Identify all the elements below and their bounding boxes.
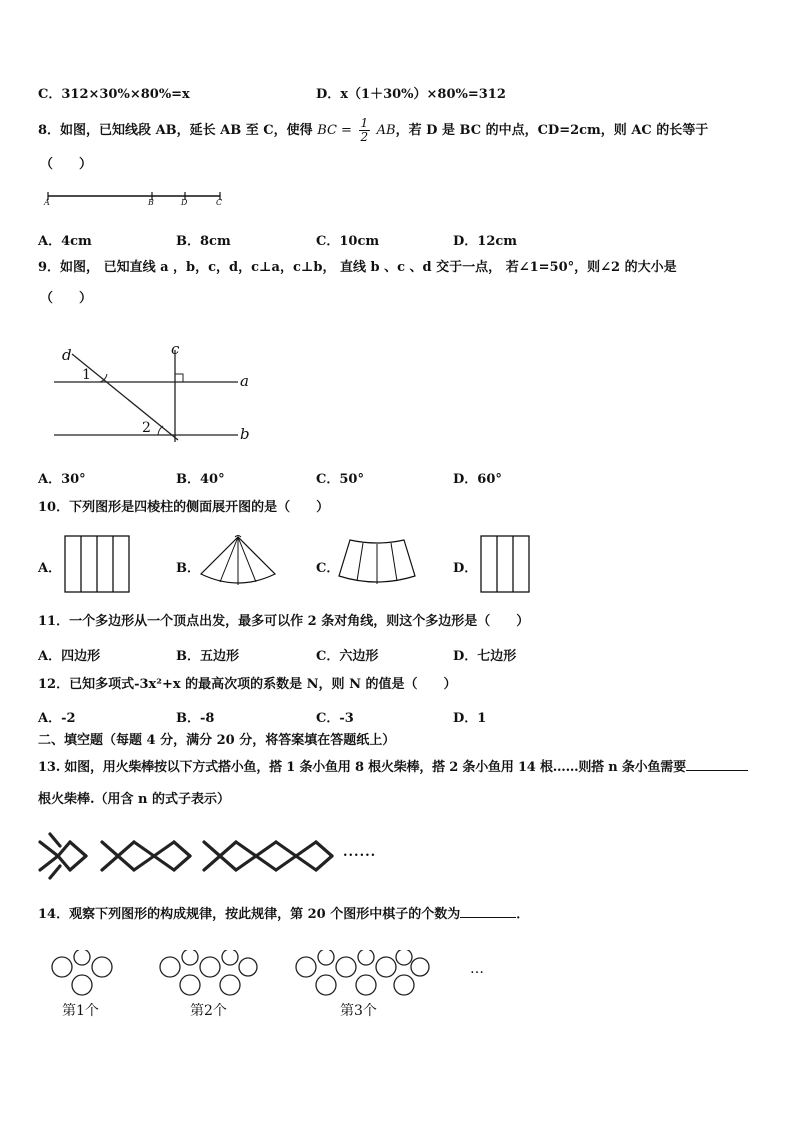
option-text: 七边形: [477, 649, 517, 664]
q8-paren: （ ）: [40, 157, 93, 172]
q10-option-c-figure: [336, 536, 418, 586]
q8-option-b: [176, 230, 231, 249]
q13-fish-figure: [38, 826, 338, 884]
option-label: D．: [453, 649, 478, 664]
q9-option-b: [176, 468, 225, 487]
option-label: B．: [176, 649, 200, 664]
option-text: 60°: [477, 472, 502, 487]
option-text: 四边形: [61, 649, 101, 664]
option-text: 30°: [61, 472, 86, 487]
option-text: -8: [200, 711, 215, 726]
q10-option-b-figure: [198, 534, 278, 588]
option-text: 12cm: [477, 234, 518, 249]
q9-angle-2-label: 2: [142, 420, 151, 436]
q8-formula-lhs: BC =: [317, 123, 352, 138]
option-text: -3: [339, 711, 354, 726]
option-text: -2: [61, 711, 76, 726]
q14-caption-1: 第1个: [62, 1003, 99, 1019]
option-label: B．: [176, 711, 200, 726]
q9-label-a: a: [240, 372, 249, 390]
option-label: C．: [316, 234, 340, 249]
q7-option-d-text: x（1＋30%）×80%=312: [340, 87, 506, 102]
q11-option-c: [316, 645, 378, 664]
q10-option-b-label: B．: [176, 561, 200, 576]
option-label: B．: [176, 234, 200, 249]
q14-ellipsis: …: [470, 961, 484, 977]
option-text: 50°: [339, 472, 364, 487]
option-label: A．: [38, 649, 62, 664]
q8-stem-part-b: ，若 D 是 BC 的中点，CD=2cm，则 AC 的长等于: [395, 123, 709, 138]
q13-dots: ......: [343, 845, 377, 860]
q8-point-c: C: [216, 198, 223, 207]
q14-stem-part-a: 14．观察下列图形的构成规律，按此规律，第 20 个图形中棋子的个数为: [38, 907, 461, 922]
q12-option-a: [38, 707, 76, 726]
q9-option-a: [38, 468, 86, 487]
q8-point-d: D: [181, 198, 188, 207]
q9-lines-figure: [50, 340, 260, 450]
q8-formula-fraction: [359, 117, 371, 144]
q8-option-a: [38, 230, 92, 249]
option-text: 8cm: [200, 234, 231, 249]
q8-fraction-numerator: 1: [360, 116, 369, 130]
q9-angle-1-label: 1: [82, 367, 91, 383]
q14-pattern-1: [50, 950, 114, 998]
q10-option-c-label: C．: [316, 561, 340, 576]
q8-fraction-denominator: 2: [360, 130, 369, 144]
q10-option-d-figure: [480, 535, 532, 595]
q9-option-c: [316, 468, 364, 487]
q10-option-a-figure: [64, 535, 132, 595]
q7-option-c: [38, 83, 190, 102]
option-text: 六边形: [339, 649, 379, 664]
q8-point-b: B: [148, 198, 154, 207]
q9-stem: 9．如图， 已知直线 a ，b，c，d，c⊥a，c⊥b， 直线 b 、c 、d 交于一点， 若∠1=50°，则∠2 的大小是: [38, 260, 677, 275]
option-label: D．: [453, 472, 478, 487]
q13-stem-part-a: 13. 如图，用火柴棒按以下方式搭小鱼，搭 1 条小鱼用 8 根火柴棒，搭 2 条小鱼用 14 根……则搭 n 条小鱼需要: [38, 760, 686, 775]
q13-stem-line1: [38, 758, 748, 777]
q9-label-c: c: [171, 340, 180, 358]
option-label: D．: [453, 234, 478, 249]
q9-label-d: d: [62, 346, 72, 364]
q14-pattern-2: [158, 950, 258, 998]
q9-option-d: [453, 468, 502, 487]
q11-stem: 11．一个多边形从一个顶点出发，最多可以作 2 条对角线，则这个多边形是（ ）: [38, 614, 530, 629]
option-text: 40°: [200, 472, 225, 487]
option-label: B．: [176, 472, 200, 487]
q7-option-c-label: C．: [38, 87, 62, 102]
option-label: C．: [316, 711, 340, 726]
option-text: 10cm: [339, 234, 380, 249]
q8-stem: [38, 117, 708, 144]
section-2-heading: 二、填空题（每题 4 分，满分 20 分，将答案填在答题纸上）: [38, 733, 396, 748]
q14-stem-part-b: ．: [516, 907, 530, 922]
option-text: 1: [477, 711, 487, 726]
q8-segment-figure: [44, 188, 234, 212]
q14-caption-2: 第2个: [190, 1003, 227, 1019]
q11-option-a: [38, 645, 100, 664]
q8-point-a: A: [44, 198, 50, 207]
q14-pattern-3: [294, 950, 430, 998]
q8-option-d: [453, 230, 517, 249]
q7-option-c-text: 312×30%×80%=x: [61, 87, 190, 102]
q10-option-a-label: A．: [38, 561, 62, 576]
option-label: A．: [38, 472, 62, 487]
q8-option-c: [316, 230, 379, 249]
q12-stem: 12．已知多项式-3x²+x 的最高次项的系数是 N，则 N 的值是（ ）: [38, 677, 457, 692]
q11-option-d: [453, 645, 516, 664]
q14-stem: [38, 905, 529, 924]
option-label: A．: [38, 234, 62, 249]
q9-paren: （ ）: [40, 291, 93, 306]
option-text: 4cm: [61, 234, 92, 249]
q10-stem: 10．下列图形是四棱柱的侧面展开图的是（ ）: [38, 500, 330, 515]
option-label: A．: [38, 711, 62, 726]
q8-stem-part-a: 8．如图，已知线段 AB，延长 AB 至 C，使得: [38, 123, 313, 138]
q12-option-d: [453, 707, 486, 726]
q7-option-d-label: D．: [316, 87, 341, 102]
q11-option-b: [176, 645, 239, 664]
q14-caption-3: 第3个: [340, 1003, 377, 1019]
q8-formula-rhs: AB: [376, 123, 396, 138]
q13-answer-blank: [686, 758, 748, 771]
q7-option-d: [316, 83, 506, 102]
q10-option-d-label: D．: [453, 561, 478, 576]
q9-label-b: b: [240, 425, 250, 443]
option-label: D．: [453, 711, 478, 726]
q12-option-c: [316, 707, 354, 726]
q12-option-b: [176, 707, 214, 726]
option-text: 五边形: [200, 649, 240, 664]
option-label: C．: [316, 472, 340, 487]
option-label: C．: [316, 649, 340, 664]
q14-answer-blank: [460, 905, 516, 918]
q13-stem-part-b: 根火柴棒.（用含 n 的式子表示）: [38, 792, 231, 807]
